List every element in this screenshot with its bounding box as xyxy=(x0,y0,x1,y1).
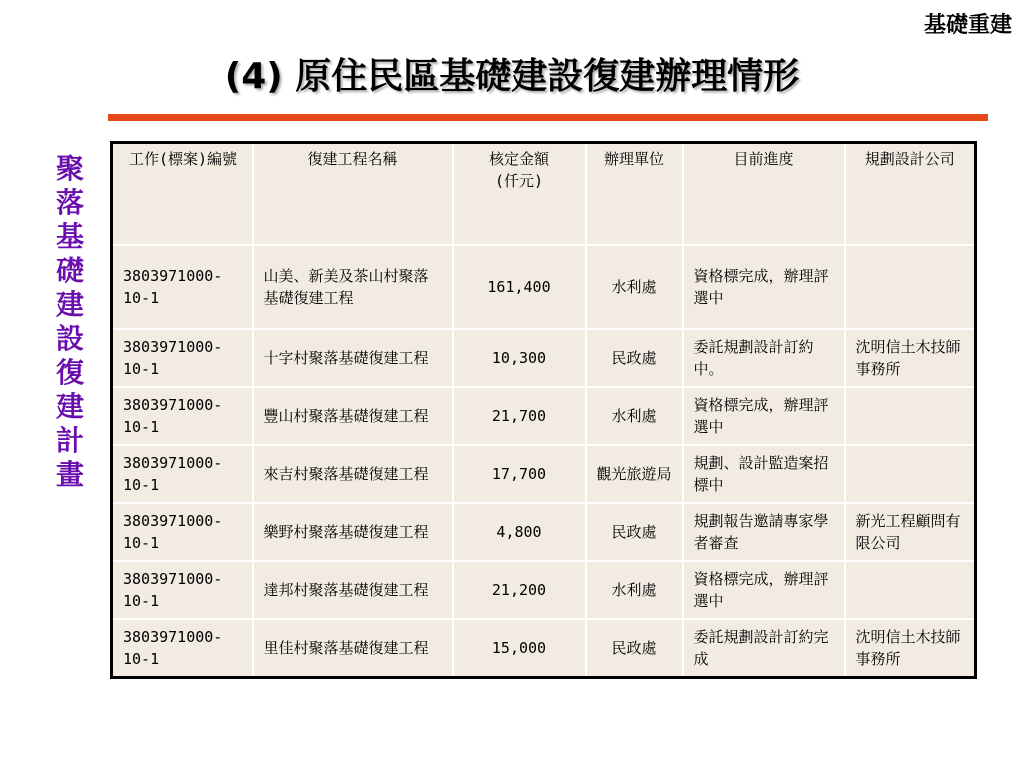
cell-progress: 規劃、設計監造案招標中 xyxy=(683,445,845,503)
cell-name: 里佳村聚落基礎復建工程 xyxy=(253,619,453,678)
cell-company: 新光工程顧問有限公司 xyxy=(845,503,976,561)
cell-company xyxy=(845,387,976,445)
cell-unit: 民政處 xyxy=(586,329,683,387)
cell-company: 沈明信土木技師事務所 xyxy=(845,619,976,678)
cell-id: 3803971000-10-1 xyxy=(112,619,253,678)
header-id: 工作(標案)編號 xyxy=(112,143,253,246)
cell-amount: 17,700 xyxy=(453,445,586,503)
cell-amount: 21,700 xyxy=(453,387,586,445)
header-progress: 目前進度 xyxy=(683,143,845,246)
cell-progress: 委託規劃設計訂約完成 xyxy=(683,619,845,678)
cell-id: 3803971000-10-1 xyxy=(112,445,253,503)
project-table xyxy=(110,141,977,679)
cell-id: 3803971000-10-1 xyxy=(112,245,253,329)
cell-progress: 規劃報告邀請專家學者審查 xyxy=(683,503,845,561)
cell-amount: 4,800 xyxy=(453,503,586,561)
cell-name: 達邦村聚落基礎復建工程 xyxy=(253,561,453,619)
cell-unit: 觀光旅遊局 xyxy=(586,445,683,503)
cell-name: 豐山村聚落基礎復建工程 xyxy=(253,387,453,445)
cell-progress: 資格標完成，辦理評選中 xyxy=(683,245,845,329)
side-label: 聚落基礎建設復建計畫 xyxy=(55,152,84,491)
cell-progress: 資格標完成，辦理評選中 xyxy=(683,387,845,445)
cell-id: 3803971000-10-1 xyxy=(112,561,253,619)
table-header-row xyxy=(112,143,976,246)
table-row xyxy=(112,561,976,619)
cell-progress: 資格標完成，辦理評選中 xyxy=(683,561,845,619)
cell-amount: 10,300 xyxy=(453,329,586,387)
cell-id: 3803971000-10-1 xyxy=(112,387,253,445)
page-title: (4) 原住民區基礎建設復建辦理情形 xyxy=(224,56,800,97)
table-row xyxy=(112,445,976,503)
table-row xyxy=(112,387,976,445)
cell-company: 沈明信土木技師事務所 xyxy=(845,329,976,387)
cell-name: 樂野村聚落基礎復建工程 xyxy=(253,503,453,561)
table-row xyxy=(112,329,976,387)
table-row xyxy=(112,619,976,678)
table-row xyxy=(112,245,976,329)
cell-id: 3803971000-10-1 xyxy=(112,503,253,561)
cell-unit: 民政處 xyxy=(586,503,683,561)
cell-unit: 水利處 xyxy=(586,387,683,445)
cell-name: 來吉村聚落基礎復建工程 xyxy=(253,445,453,503)
table-row xyxy=(112,503,976,561)
cell-id: 3803971000-10-1 xyxy=(112,329,253,387)
cell-unit: 水利處 xyxy=(586,561,683,619)
header-name: 復建工程名稱 xyxy=(253,143,453,246)
cell-company xyxy=(845,445,976,503)
cell-company xyxy=(845,561,976,619)
header-unit: 辦理單位 xyxy=(586,143,683,246)
project-table-container xyxy=(110,141,974,679)
cell-amount: 161,400 xyxy=(453,245,586,329)
cell-progress: 委託規劃設計訂約中。 xyxy=(683,329,845,387)
cell-unit: 民政處 xyxy=(586,619,683,678)
cell-amount: 21,200 xyxy=(453,561,586,619)
section-tag: 基礎重建 xyxy=(923,12,1012,38)
cell-amount: 15,000 xyxy=(453,619,586,678)
title-divider xyxy=(108,114,988,121)
header-amount: 核定金額 (仟元) xyxy=(453,143,586,246)
cell-unit: 水利處 xyxy=(586,245,683,329)
cell-name: 十字村聚落基礎復建工程 xyxy=(253,329,453,387)
cell-company xyxy=(845,245,976,329)
cell-name: 山美、新美及茶山村聚落基礎復建工程 xyxy=(253,245,453,329)
header-company: 規劃設計公司 xyxy=(845,143,976,246)
